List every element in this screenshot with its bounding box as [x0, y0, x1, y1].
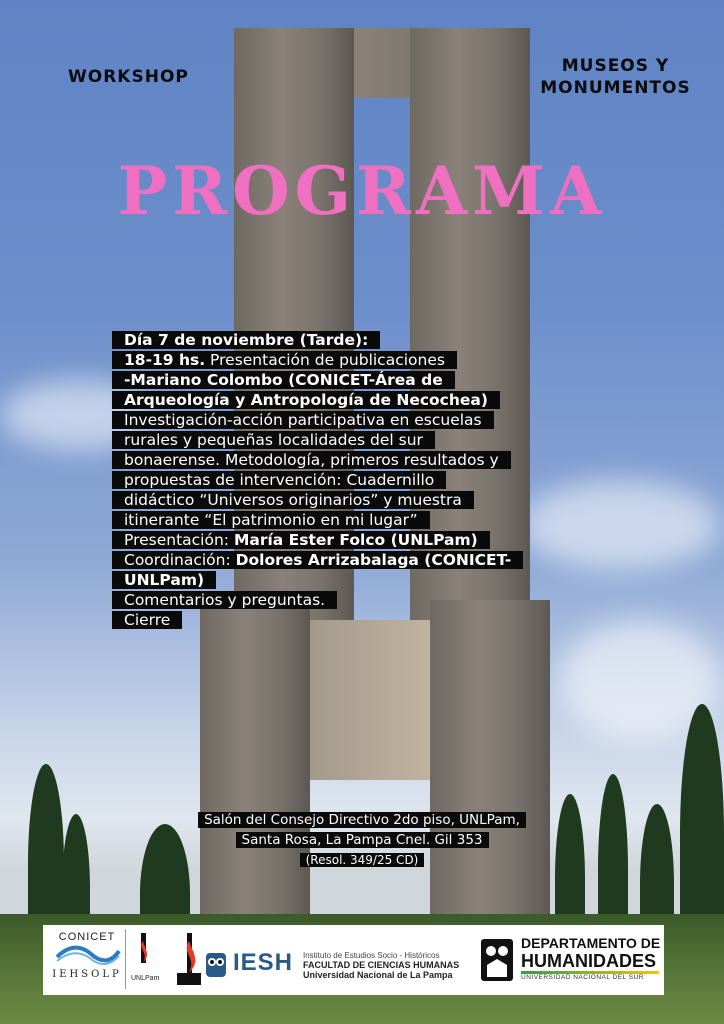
- presentation-label: Presentación:: [124, 531, 234, 549]
- logo-strip: [43, 925, 664, 995]
- topic-line-2: MONUMENTOS: [540, 78, 691, 98]
- venue-line-2: Santa Rosa, La Pampa Cnel. Gil 353: [236, 832, 489, 848]
- divider: [125, 929, 126, 989]
- uns-emblem-icon: [479, 937, 515, 983]
- description-line: didáctico “Universos originarios” y muestra: [112, 491, 474, 509]
- humanidades-flame-logo: [175, 929, 203, 989]
- program-activity: Presentación de publicaciones: [205, 351, 445, 369]
- program-date: Día 7 de noviembre (Tarde):: [112, 331, 380, 349]
- speaker-line-2: Arqueología y Antropología de Necochea): [112, 391, 500, 409]
- venue-line-1: Salón del Consejo Directivo 2do piso, UNLPam,: [198, 812, 526, 828]
- description-line: rurales y pequeñas localidades del sur: [112, 431, 435, 449]
- speaker-line-1: -Mariano Colombo (CONICET-Área de: [112, 371, 455, 389]
- owl-icon: [205, 951, 227, 979]
- description-line: itinerante “El patrimonio en mi lugar”: [112, 511, 430, 529]
- description-line: propuestas de intervención: Cuadernillo: [112, 471, 446, 489]
- resolution-line: (Resol. 349/25 CD): [300, 853, 425, 867]
- description-line: Investigación-acción participativa en escuelas: [112, 411, 494, 429]
- unlpam-logo: UNLPam: [131, 931, 157, 989]
- presenter-name: María Ester Folco (UNLPam): [233, 531, 478, 549]
- coordinator-name: Dolores Arrizabalaga (CONICET-: [235, 551, 512, 569]
- iesh-logo: IESH: [233, 949, 294, 976]
- closing-line: Cierre: [112, 611, 182, 629]
- venue-info: [0, 810, 724, 870]
- topic-line-1: MUSEOS Y: [561, 56, 670, 76]
- program-time: 18-19 hs.: [124, 351, 206, 369]
- flame-icon: [131, 931, 157, 971]
- coordination-label: Coordinación:: [124, 551, 236, 569]
- topic-label: [528, 55, 703, 99]
- comments-line: Comentarios y preguntas.: [112, 591, 337, 609]
- coordinator-name-cont: UNLPam): [112, 571, 216, 589]
- description-line: bonaerense. Metodología, primeros resultados y: [112, 451, 511, 469]
- conicet-wave-icon: [51, 943, 123, 965]
- workshop-label: WORKSHOP: [68, 67, 189, 87]
- conicet-logo: CONICET IEHSOLP: [52, 931, 122, 980]
- iehsolp-label: IEHSOLP: [52, 969, 122, 980]
- program-text: [112, 330, 592, 630]
- department-logo: DEPARTAMENTO DE HUMANIDADES UNIVERSIDAD NACIONAL DEL SUR: [521, 935, 661, 981]
- institute-name: Instituto de Estudios Socio - Históricos FACULTAD DE CIENCIAS HUMANAS Universidad Nacional de La Pampa: [303, 951, 460, 980]
- poster-title: PROGRAMA: [117, 152, 607, 230]
